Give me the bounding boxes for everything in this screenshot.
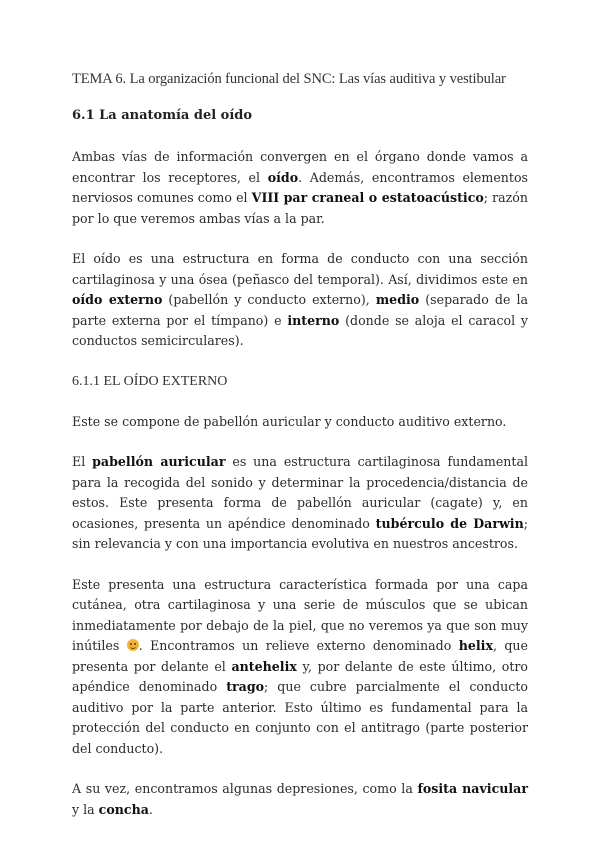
subsection-heading: 6.1.1 EL OÍDO EXTERNO [72,373,228,389]
smiling-face-icon [127,639,139,651]
bold-term: oído [267,169,299,185]
text-run: y, por delante de este último, otro apéndice denominado [72,658,528,694]
bold-term: fosita navicular [417,781,528,796]
text-run: y la [72,801,99,817]
text-run: (pabellón y conducto externo), [162,292,376,307]
bold-term: helix [458,638,493,653]
text-run: . Encontramos un relieve externo denominado [138,638,459,653]
bold-term: pabellón auricular [92,454,226,469]
text-run: . Además, encontramos elementos nerviosos comunes como el [72,169,528,205]
text-run: El oído es una estructura en forma de conducto con una sección cartilaginosa y una ósea (peñasco del temporal). Así, dividimos este en [72,251,528,287]
text-run: A su vez, encontramos algunas depresiones, como la [72,781,418,796]
bold-term: VIII par craneal o estatoacústico [251,190,484,205]
bold-term: trago [226,679,265,694]
paragraph-1 [72,147,528,229]
paragraph-3: Este se compone de pabellón auricular y conducto auditivo externo. [72,413,507,429]
document-content [72,68,528,820]
text-run: Este presenta una estructura característica formada por una capa cutánea, otra cartilaginosa y una serie de músculos que se ubican inmediatamente por debajo de la piel, que no veremos ya que son muy inútiles [72,576,528,653]
text-run: Ambas vías de información convergen en el órgano donde vamos a encontrar los receptores, el [72,149,528,185]
document-title: TEMA 6. La organización funcional del SNC: Las vías auditiva y vestibular [72,71,506,87]
text-run: . [148,801,153,817]
text-run: (separado de la parte externa por el tímpano) e [72,292,528,328]
text-run: es una estructura cartilaginosa fundamental para la recogida del sonido y determinar la procedencia/distancia de estos. Este presenta forma de pabellón auricular (cagate) y, en ocasiones, presenta un apéndice denominado [72,454,528,531]
text-run: ; que cubre parcialmente el conducto auditivo por la parte anterior. Esto último es fundamental para la protección del conducto en conjunto con el antitrago (parte posterior del conducto). [72,679,528,756]
bold-term: concha [98,801,149,817]
text-run: ; razón por lo que veremos ambas vías a la par. [72,190,528,226]
text-run: El [72,454,93,469]
paragraph-4 [72,452,528,555]
bold-term: antehelix [231,658,297,674]
paragraph-5 [72,575,528,760]
bold-term: medio [375,292,420,307]
text-run: , que presenta por delante el [72,638,528,674]
bold-term: tubérculo de Darwin [375,515,524,531]
bold-term: interno [287,312,340,328]
bold-term: oído externo [72,292,163,307]
text-run: (donde se aloja el caracol y conductos semicirculares). [72,312,529,348]
paragraph-2 [72,249,528,352]
paragraph-6 [72,779,528,820]
section-heading: 6.1 La anatomía del oído [72,108,253,123]
text-run: ; sin relevancia y con una importancia evolutiva en nuestros ancestros. [72,515,528,551]
